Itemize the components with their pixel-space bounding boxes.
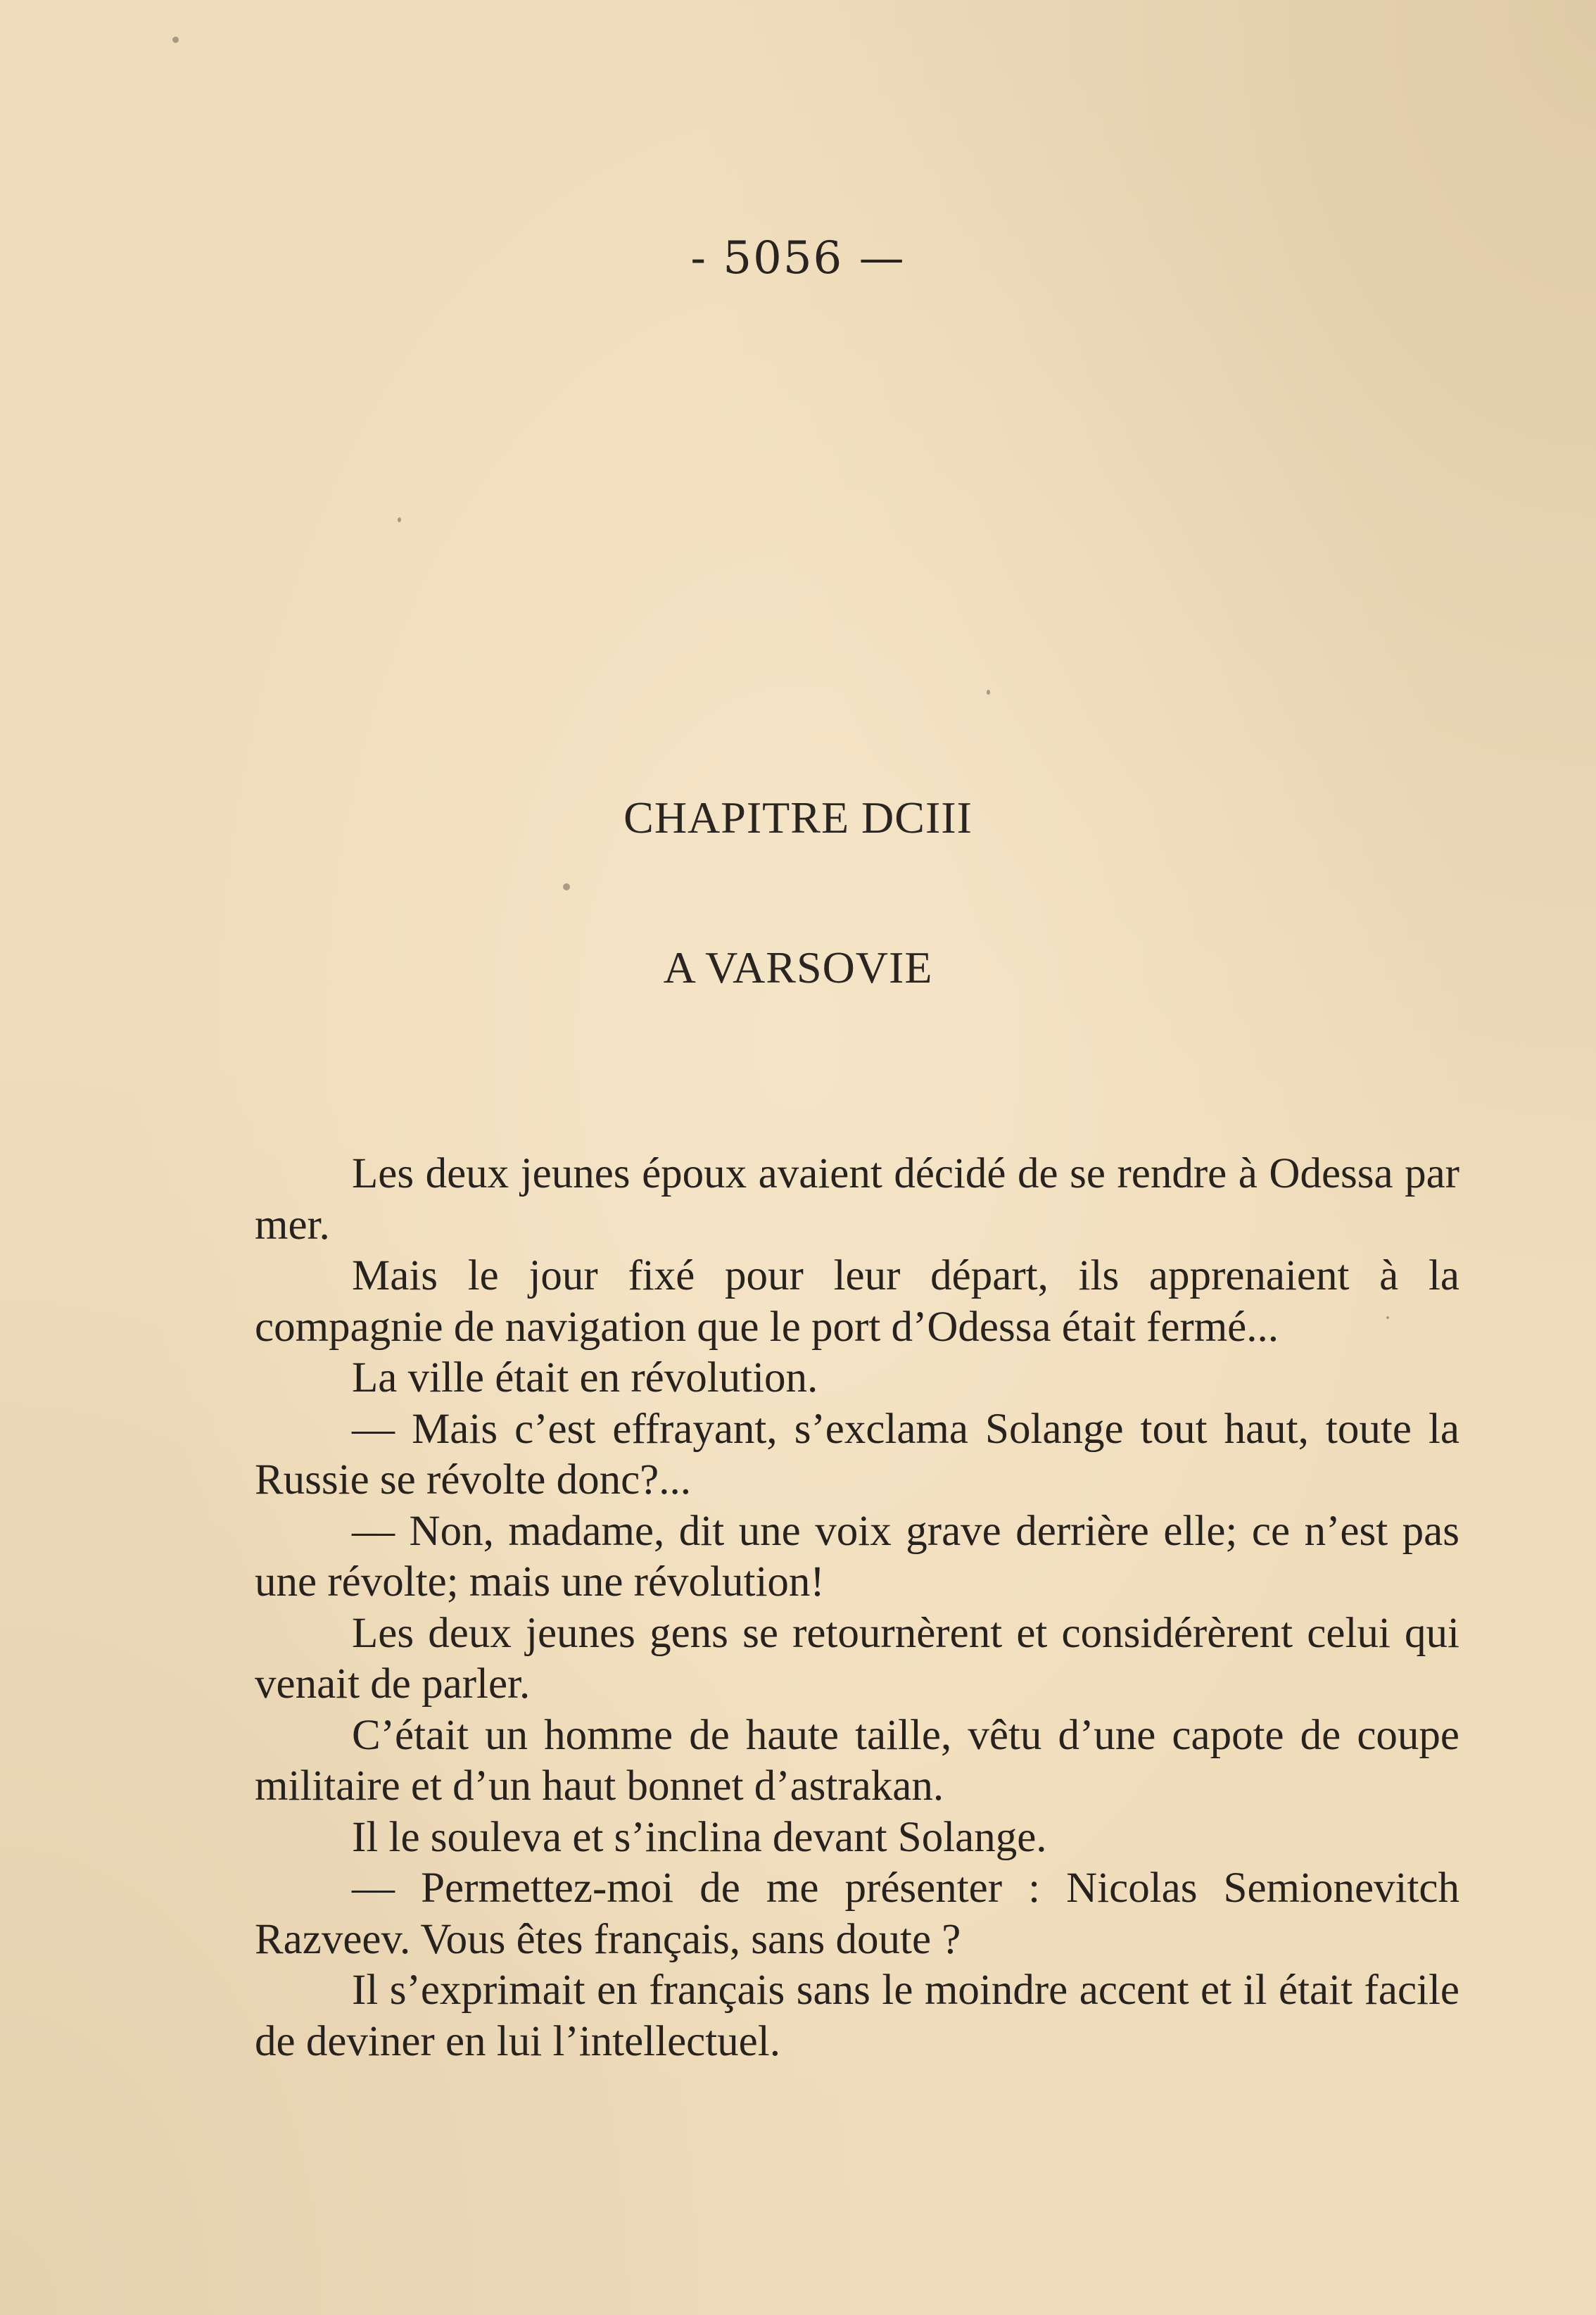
paragraph: — Mais c’est effrayant, s’exclama Solange tout haut, toute la Russie se révolte donc?... bbox=[255, 1405, 1459, 1503]
paper-speck bbox=[398, 517, 401, 522]
paper-speck bbox=[563, 883, 570, 890]
chapter-title: CHAPITRE DCIII bbox=[623, 793, 973, 843]
body-text bbox=[255, 1149, 1459, 2067]
paragraph: — Non, madame, dit une voix grave derrière elle; ce n’est pas une révolte; mais une révolution! bbox=[255, 1507, 1459, 1606]
paragraph: Mais le jour fixé pour leur départ, ils apprenaient à la compagnie de navigation que le port d’Odessa était fermé... bbox=[255, 1252, 1459, 1351]
paragraph: Il le souleva et s’inclina devant Solange. bbox=[352, 1813, 1047, 1861]
paper-speck bbox=[987, 690, 990, 695]
paragraph: Il s’exprimait en français sans le moindre accent et il était facile de deviner en lui l’intellectuel. bbox=[255, 1967, 1459, 2065]
page-number: - 5056 — bbox=[690, 232, 906, 284]
paragraph: La ville était en révolution. bbox=[352, 1354, 818, 1401]
paragraph: — Permettez-moi de me présenter : Nicolas Semionevitch Razveev. Vous êtes français, sans doute ? bbox=[255, 1865, 1459, 1963]
chapter-subtitle: A VARSOVIE bbox=[663, 942, 933, 992]
paragraph: C’était un homme de haute taille, vêtu d’une capote de coupe militaire et d’un haut bonnet d’astrakan. bbox=[255, 1711, 1459, 1810]
paper-speck bbox=[172, 37, 179, 43]
paragraph: Les deux jeunes gens se retournèrent et considérèrent celui qui venait de parler. bbox=[255, 1609, 1459, 1708]
paragraph: Les deux jeunes époux avaient décidé de se rendre à Odessa par mer. bbox=[255, 1150, 1459, 1249]
